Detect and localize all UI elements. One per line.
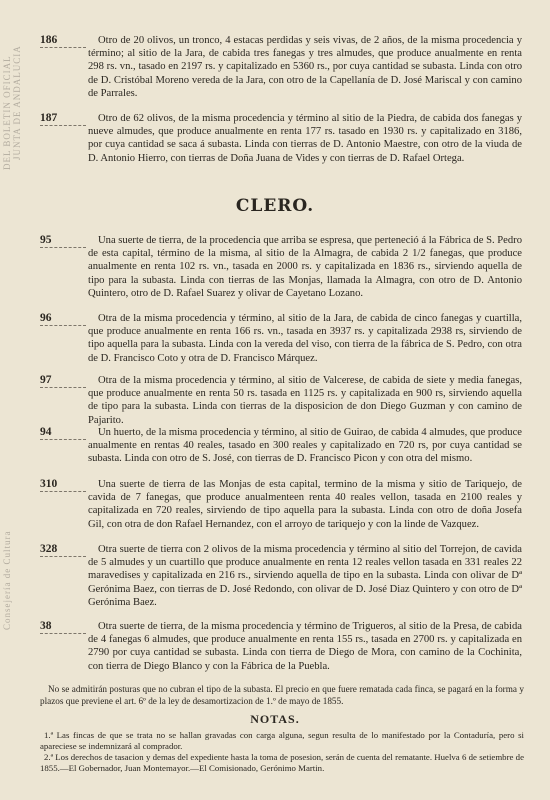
entry-number: 95 [40,234,86,248]
archive-stamp-top: DEL BOLETIN OFICIAL [2,55,12,170]
note-item: 2.ª Los derechos de tasacion y demas del expediente hasta la toma de posesion, serán de cuenta del rematante. Huelva 6 de setiembre de 1855.—El Gobernador, Juan Montemayor.—El Comisionado, Gerónimo Martin. [40,752,524,773]
entry-text: Otra suerte de tierra con 2 olivos de la misma procedencia y término al sitio del Torrejon, de cavida de 5 almudes y un cuartillo que produce anualmente en renta 12 reales vellon tasada en 331 reales 22 maravedises y capitalizada en 216 rs., sirviendo aquella de tipo en la subasta. Linda con olivar de Dª Gerónima Baez, con tierras de D. José Redondo, con olivar de D. José Diaz Quintero y con otro de Dª Gerónima Baez. [88,544,522,608]
archive-stamp-bottom: Consejería de Cultura [2,530,12,630]
archive-stamp-mid: JUNTA DE ANDALUCIA [12,45,22,160]
entry-number: 94 [40,426,86,440]
auction-note: No se admitirán posturas que no cubran el tipo de la subasta. El precio en que fuere rematada cada finca, se pagará en la forma y plazos que previene el art. 6º de la ley de desamortizacion de 1.º de mayo de 1855. [40,684,524,706]
entry-text: Una suerte de tierra, de la procedencia que arriba se espresa, que perteneció á la Fábrica de S. Pedro de esta capital, término de la misma, al sitio de la Almagra, de cabida 2 1/2 fanegas, que produce anualmente en renta 102 rs. vn., tasada en 2000 rs. y capitalizada en 1836 rs., sirviendo aquella de tipo para la subasta. Linda con tierras de las Monjas, llamada la Almagra, con otro de D. Antonio Quintero, otro de D. Rafael Suarez y olivar de Cayetano Lozano. [88,235,522,299]
entry-text: Otra suerte de tierra, de la misma procedencia y término de Trigueros, al sitio de la Presa, de cabida de 4 fanegas 6 almudes, que produce anualmente en renta 155 rs., tasada en 2700 rs. y capitalizada en 2790 por cuya cantidad se subasta. Linda con tierra de Diego de Mora, con camino de la Cochinita, con tierra de Diego Blanco y con la Fábrica de la Puebla. [88,621,522,672]
entry-number: 186 [40,34,86,48]
entry-text: Otro de 20 olivos, un tronco, 4 estacas perdidas y seis vivas, de 2 años, de la misma procedencia y término; al sitio de la Jara, de cabida tres fanegas y tres almudes, que produce anualmente en renta 298 rs. vn., tasado en 2197 rs. y capitalizado en 5360 rs., por cuya cantidad se subasta. Linda con otro de D. Cristóbal Moreno vereda de la Jara, con otro de la Capellanía de D. José Mariscal y con camino de Parrales. [88,35,522,99]
entry-text: Otra de la misma procedencia y término, al sitio de la Jara, de cabida de cinco fanegas y cuartilla, que produce anualmente en renta 166 rs. vn., tasada en 3937 rs. y capitalizada 2938 rs, sirviendo de tipo aquella para la subasta. Linda con la vereda del viso, con tierra de la fábrica de S. Pedro, con otra de D. Francisco Coto y otra de D. Francisco Márquez. [88,313,522,364]
entry-number: 96 [40,312,86,326]
entry-text: Otra de la misma procedencia y término, al sitio de Valcerese, de cabida de siete y media fanegas, que produce anualmente en renta 50 rs. tasada en 1125 rs. y capitalizada en 900 rs, sirviendo aquella de tipo para la subasta. Linda con tierras de la disposicion de don Diego Guzman y con camino de Pajarito. [88,375,522,426]
section-heading: CLERO. [235,196,315,216]
notes-title: NOTAS. [250,712,300,726]
entry-text: Una suerte de tierra de las Monjas de esta capital, termino de la misma y sitio de Tariquejo, de cavida de 7 fanegas, que produce anualmenteen renta 40 reales vellon, tasada en 2100 reales y capitalizada en 720 reales, sirviendo de tipo aquella para la subasta. Linda con otro de doña Josefa Gil, con otra de don Rafael Hernandez, con el arroyo de tariquejo y con la linde de Vazquez. [88,479,522,530]
entry-number: 328 [40,543,86,557]
entry-text: Otro de 62 olivos, de la misma procedencia y término al sitio de la Piedra, de cabida dos fanegas y nueve almudes, que produce anualmente en renta 177 rs. tasado en 1930 rs. y capitalizado en 3186, por cuya cantidad se saca á subasta. Linda con tierras de D. Antonio Maestre, con otro de la viuda de D. Antonio Hierro, con tierras de Doña Juana de Vides y con tierras de D. Rafael Ortega. [88,113,522,164]
entry-text: Un huerto, de la misma procedencia y término, al sitio de Guirao, de cabida 4 almudes, que produce anualmente en rentas 40 reales, tasado en 300 reales y capitalizado en 720 rs, por cuya cantidad se subasta. Linda con otro de S. José, con tierras de D. Francisco Picon y con otra del mismo. [88,427,522,465]
entry-number: 310 [40,478,86,492]
note-item: 1.ª Las fincas de que se trata no se hallan gravadas con carga alguna, segun resulta de lo manifestado por la Contaduría, pero si apareciese se indemnizará al comprador. [40,730,524,751]
entry-number: 97 [40,374,86,388]
entry-number: 38 [40,620,86,634]
entry-number: 187 [40,112,86,126]
